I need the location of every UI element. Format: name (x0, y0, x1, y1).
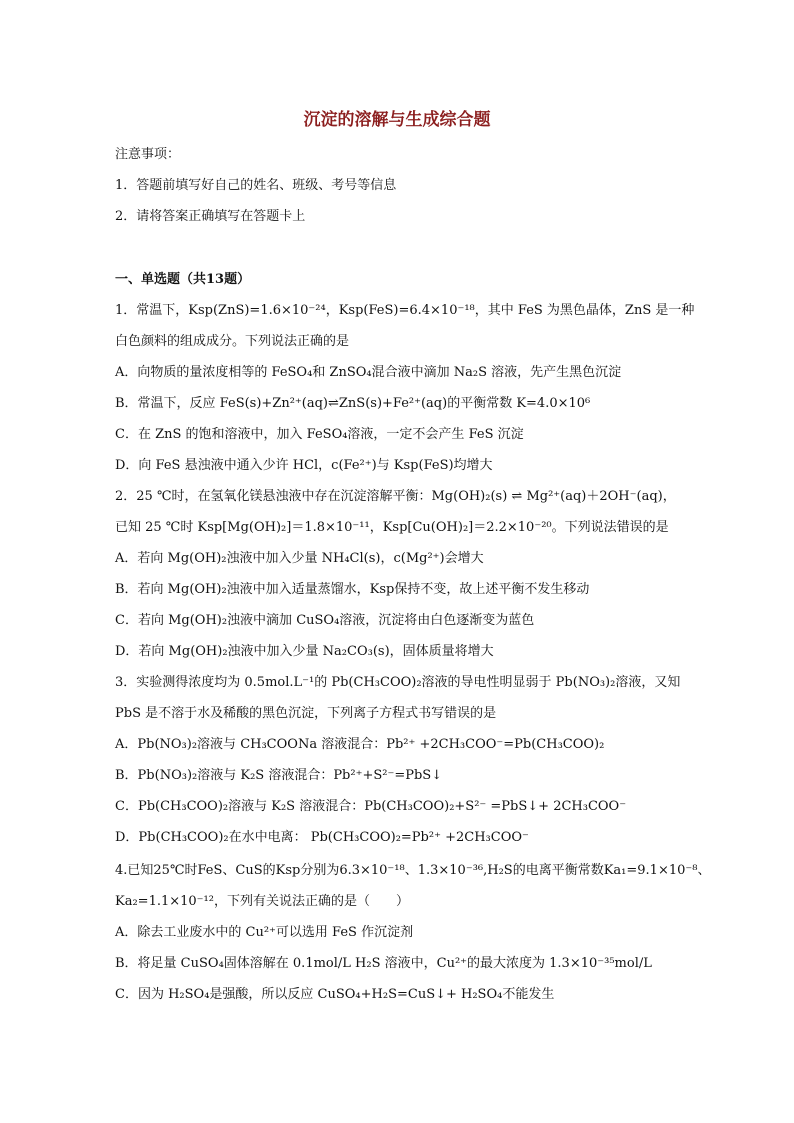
notice-item: 1．答题前填写好自己的姓名、班级、考号等信息 (115, 178, 397, 193)
question-3-option-b: B．Pb(NO₃)₂溶液与 K₂S 溶液混合：Pb²⁺+S²⁻=PbS↓ (115, 768, 443, 783)
question-2-option-d: D．若向 Mg(OH)₂浊液中加入少量 Na₂CO₃(s)，固体质量将增大 (115, 644, 494, 659)
notice-heading: 注意事项： (115, 147, 181, 162)
question-4-stem: 4.已知25℃时FeS、CuS的Ksp分别为6.3×10⁻¹⁸、1.3×10⁻³⁶,H₂S的电离平衡常数Ka₁=9.1×10⁻⁸、 (115, 863, 711, 878)
question-3-option-d: D．Pb(CH₃COO)₂在水中电离： Pb(CH₃COO)₂=Pb²⁺ +2CH₃COO⁻ (115, 830, 529, 845)
question-1-stem-cont: 白色颜料的组成成分。下列说法正确的是 (115, 334, 350, 349)
question-1-option-b: B．常温下，反应 FeS(s)+Zn²⁺(aq)⇌ZnS(s)+Fe²⁺(aq)的平衡常数 K=4.0×10⁶ (115, 396, 591, 411)
question-4-stem-cont: Ka₂=1.1×10⁻¹²，下列有关说法正确的是（ ） (115, 894, 409, 909)
question-1-option-a: A．向物质的量浓度相等的 FeSO₄和 ZnSO₄混合液中滴加 Na₂S 溶液，先产生黑色沉淀 (115, 365, 622, 380)
question-2-stem: 2．25 ℃时，在氢氧化镁悬浊液中存在沉淀溶解平衡：Mg(OH)₂(s) ⇌ Mg²⁺(aq)＋2OH⁻(aq)， (115, 489, 676, 504)
question-1-option-d: D．向 FeS 悬浊液中通入少许 HCl，c(Fe²⁺)与 Ksp(FeS)均增大 (115, 458, 493, 473)
question-4-option-c: C．因为 H₂SO₄是强酸，所以反应 CuSO₄+H₂S=CuS↓+ H₂SO₄不能发生 (115, 987, 555, 1002)
question-1-option-c: C．在 ZnS 的饱和溶液中，加入 FeSO₄溶液，一定不会产生 FeS 沉淀 (115, 427, 524, 442)
notice-item: 2．请将答案正确填写在答题卡上 (115, 209, 306, 224)
question-2-option-a: A．若向 Mg(OH)₂浊液中加入少量 NH₄Cl(s)，c(Mg²⁺)会增大 (115, 551, 484, 566)
question-3-stem-cont: PbS 是不溶于水及稀酸的黑色沉淀，下列离子方程式书写错误的是 (115, 706, 497, 721)
question-2-option-b: B．若向 Mg(OH)₂浊液中加入适量蒸馏水，Ksp保持不变，故上述平衡不发生移动 (115, 582, 590, 597)
question-4-option-a: A．除去工业废水中的 Cu²⁺可以选用 FeS 作沉淀剂 (115, 925, 414, 940)
question-2-option-c: C．若向 Mg(OH)₂浊液中滴加 CuSO₄溶液，沉淀将由白色逐渐变为蓝色 (115, 613, 535, 628)
question-4-option-b: B．将足量 CuSO₄固体溶解在 0.1mol/L H₂S 溶液中，Cu²⁺的最大浓度为 1.3×10⁻³⁵mol/L (115, 956, 652, 971)
question-2-stem-cont: 已知 25 ℃时 Ksp[Mg(OH)₂]＝1.8×10⁻¹¹，Ksp[Cu(OH)₂]＝2.2×10⁻²⁰。下列说法错误的是 (115, 520, 669, 535)
question-1-stem: 1．常温下，Ksp(ZnS)=1.6×10⁻²⁴，Ksp(FeS)=6.4×10⁻¹⁸，其中 FeS 为黑色晶体，ZnS 是一种 (115, 303, 695, 318)
section-heading: 一、单选题（共13题） (115, 272, 251, 287)
question-3-stem: 3．实验测得浓度均为 0.5mol.L⁻¹的 Pb(CH₃COO)₂溶液的导电性明显弱于 Pb(NO₃)₂溶液，又知 (115, 675, 681, 690)
question-3-option-c: C．Pb(CH₃COO)₂溶液与 K₂S 溶液混合：Pb(CH₃COO)₂+S²⁻ =PbS↓+ 2CH₃COO⁻ (115, 799, 627, 814)
question-3-option-a: A．Pb(NO₃)₂溶液与 CH₃COONa 溶液混合：Pb²⁺ +2CH₃COO⁻=Pb(CH₃COO)₂ (115, 737, 605, 752)
page-title: 沉淀的溶解与生成综合题 (303, 110, 491, 130)
